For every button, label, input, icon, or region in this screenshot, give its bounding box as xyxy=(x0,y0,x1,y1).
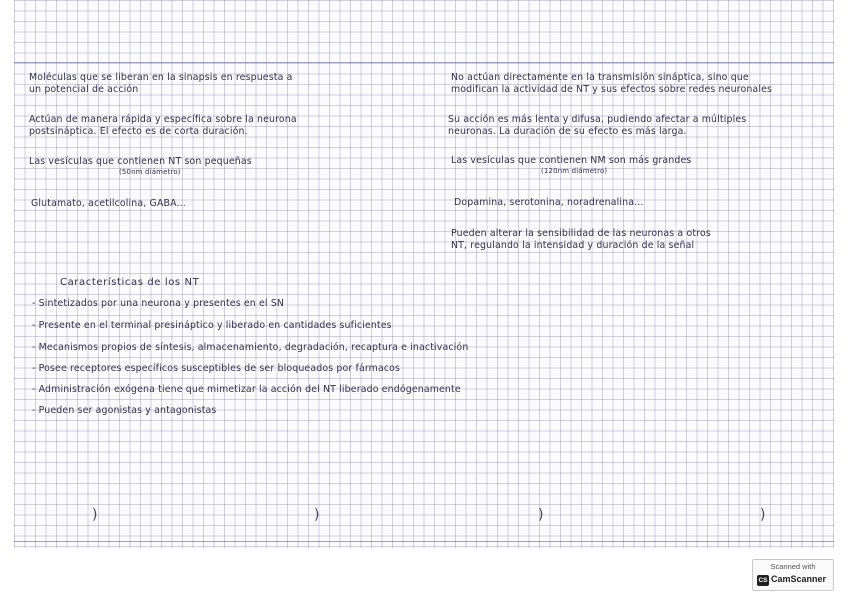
left-action-line-2: postsináptica. El efecto es de corta duración. xyxy=(29,126,248,137)
right-vesicles-size: (120nm diámetro) xyxy=(541,167,608,175)
characteristic-item-4: - Posee receptores específicos susceptibles de ser bloqueados por fármacos xyxy=(32,363,401,374)
right-definition-line-2: modifican la actividad de NT y sus efectos sobre redes neuronales xyxy=(451,84,773,95)
left-definition xyxy=(29,72,293,96)
camscanner-logo-icon: CS xyxy=(758,577,768,584)
right-modulation-line-2: NT, regulando la intensidad y duración de la señal xyxy=(451,240,695,251)
binder-hole-icon: ) xyxy=(538,507,544,523)
notebook-page xyxy=(14,0,834,548)
characteristic-item-3: - Mecanismos propios de síntesis, almacenamiento, degradación, recaptura e inactivación xyxy=(32,342,469,353)
binder-hole-icon: ) xyxy=(314,507,320,523)
right-examples xyxy=(454,197,644,209)
characteristic-item-5: - Administración exógena tiene que mimetizar la acción del NT liberado endógenamente xyxy=(32,384,461,395)
left-action-line-1: Actúan de manera rápida y específica sobre la neurona xyxy=(29,114,297,125)
characteristic-item-6: - Pueden ser agonistas y antagonistas xyxy=(32,405,217,416)
camscanner-watermark xyxy=(752,559,834,591)
left-vesicles-size: (50nm diámetro) xyxy=(119,168,181,176)
top-margin-line xyxy=(14,62,834,63)
watermark-brand: CamScanner xyxy=(771,574,827,584)
right-vesicles xyxy=(451,155,691,175)
right-action xyxy=(448,114,746,138)
characteristics-title: Características de los NT xyxy=(60,277,200,288)
right-examples-line: Dopamina, serotonina, noradrenalina... xyxy=(454,197,644,208)
left-examples xyxy=(31,198,186,210)
characteristic-item-2: - Presente en el terminal presináptico y liberado en cantidades suficientes xyxy=(32,320,392,331)
binder-hole-icon: ) xyxy=(92,507,98,523)
left-vesicles-line: Las vesículas que contienen NT son pequeñas xyxy=(29,156,252,167)
right-modulation-line-1: Pueden alterar la sensibilidad de las neuronas a otros xyxy=(451,228,711,239)
right-action-line-1: Su acción es más lenta y difusa, pudiendo afectar a múltiples xyxy=(448,114,747,125)
right-action-line-2: neuronas. La duración de su efecto es más larga. xyxy=(448,126,687,137)
binder-hole-icon: ) xyxy=(760,507,766,523)
left-action xyxy=(29,114,297,138)
watermark-caption: Scanned with xyxy=(770,562,816,571)
left-examples-line: Glutamato, acetilcolina, GABA... xyxy=(31,198,186,209)
right-modulation xyxy=(451,228,711,252)
right-definition-line-1: No actúan directamente en la transmisión sináptica, sino que xyxy=(451,72,749,83)
left-definition-line-2: un potencial de acción xyxy=(29,84,139,95)
characteristic-item-1: - Sintetizados por una neurona y presentes en el SN xyxy=(32,298,285,309)
left-definition-line-1: Moléculas que se liberan en la sinapsis en respuesta a xyxy=(29,72,293,83)
left-vesicles xyxy=(29,156,252,176)
right-definition xyxy=(451,72,772,96)
right-vesicles-line: Las vesículas que contienen NM son más grandes xyxy=(451,155,692,166)
